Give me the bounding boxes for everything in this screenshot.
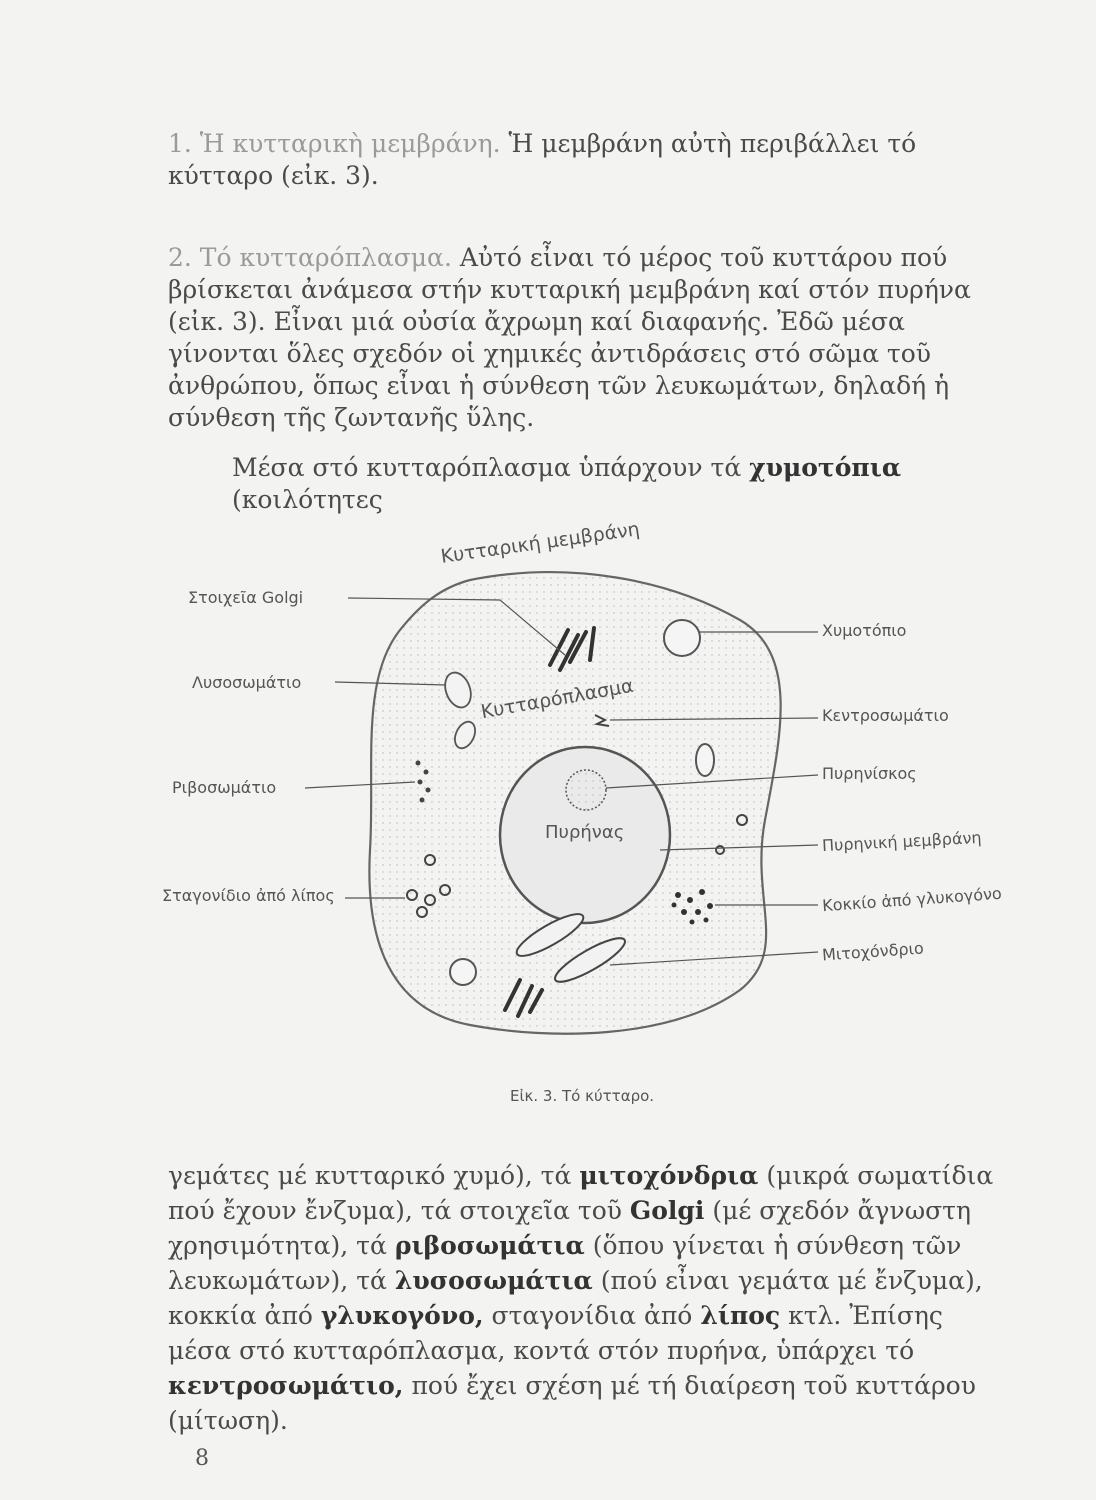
term-centrosome: κεντροσωμάτιο, bbox=[168, 1371, 404, 1400]
nucleolus-shape bbox=[566, 770, 606, 810]
term-glycogen: γλυκογόνο, bbox=[320, 1301, 484, 1330]
label-golgi: Στοιχεῖα Golgi bbox=[188, 588, 304, 607]
vacuole-shape bbox=[450, 959, 476, 985]
section-organelles bbox=[168, 1158, 998, 1438]
section-vacuoles-lead bbox=[232, 452, 1002, 516]
section-cytoplasm bbox=[168, 242, 998, 434]
label-nuclear-membrane: Πυρηνική μεμβράνη bbox=[821, 827, 982, 856]
label-lysosome: Λυσοσωμάτιο bbox=[192, 673, 302, 692]
term-mitochondria: μιτοχόνδρια bbox=[579, 1161, 759, 1190]
vacuole-shape bbox=[696, 744, 714, 776]
text-run: (ὅπου γίνεται ἡ σύνθεση τῶν λευκωμάτων), τά bbox=[168, 1231, 962, 1295]
lead-text: Μέσα στό κυτταρόπλασμα ὑπάρχουν τά bbox=[232, 453, 742, 482]
label-centrosome: Κεντροσωμάτιο bbox=[822, 706, 949, 725]
text-run: γεμάτες μέ κυτταρικό χυμό), τά bbox=[168, 1161, 572, 1190]
label-glycogen: Κοκκίο ἀπό γλυκογόνο bbox=[821, 883, 1003, 916]
text-run: πού ἔχει σχέση μέ τή διαίρεση τοῦ κυττάρου (μίτωση). bbox=[168, 1371, 976, 1435]
section-cell-membrane bbox=[168, 128, 998, 192]
vacuole-shape bbox=[664, 620, 700, 656]
cell-figure bbox=[150, 520, 1050, 1080]
term-golgi: Golgi bbox=[629, 1196, 705, 1225]
term-vacuoles: χυμοτόπια bbox=[749, 453, 902, 482]
page-number: 8 bbox=[195, 1446, 209, 1471]
term-ribosomes: ριβοσωμάτια bbox=[394, 1231, 585, 1260]
section-heading: 1. Ἡ κυτταρικὴ μεμβράνη. bbox=[168, 129, 501, 158]
label-nucleolus: Πυρηνίσκος bbox=[822, 764, 917, 783]
label-nucleus: Πυρήνας bbox=[545, 822, 625, 843]
label-cytoplasm: Κυτταρόπλασμα bbox=[479, 674, 636, 724]
term-lysosomes: λυσοσωμάτια bbox=[394, 1266, 593, 1295]
text-run: (μικρά σωματίδια πού ἔχουν ἔνζυμα), τά στοιχεῖα τοῦ bbox=[168, 1161, 994, 1225]
section-heading: 2. Τό κυτταρόπλασμα. bbox=[168, 243, 452, 272]
text-run: κτλ. Ἐπίσης μέσα στό κυτταρόπλασμα, κοντά στόν πυρήνα, ὑπάρχει τό bbox=[168, 1301, 943, 1365]
term-lipid: λίπος bbox=[700, 1301, 781, 1330]
label-mitochondrion: Μιτοχόνδριο bbox=[821, 938, 925, 965]
label-membrane: Κυτταρική μεμβράνη bbox=[439, 518, 641, 568]
label-ribosome: Ριβοσωμάτιο bbox=[172, 778, 277, 797]
figure-caption: Εἰκ. 3. Τό κύτταρο. bbox=[510, 1087, 655, 1105]
text-run: (μέ σχεδόν ἄγνωστη χρησιμότητα), τά bbox=[168, 1196, 971, 1260]
text-run: σταγονίδια ἀπό bbox=[491, 1301, 693, 1330]
section-text: Ἡ μεμβράνη αὐτὴ περιβάλλει τό κύτταρο (εἰκ. 3). bbox=[168, 129, 917, 190]
label-vacuole: Χυμοτόπιο bbox=[822, 621, 907, 640]
text-run: (πού εἶναι γεμάτα μέ ἔνζυμα), κοκκία ἀπό bbox=[168, 1266, 983, 1330]
section-text: Αὐτό εἶναι τό μέρος τοῦ κυττάρου πού βρίσκεται ἀνάμεσα στήν κυτταρική μεμβράνη καί στόν πυρήνα (εἰκ. 3). Εἶναι μιά οὐσία ἄχρωμη καί διαφανής. Ἐδῶ μέσα γίνονται ὅλες σχεδόν οἱ χημικές ἀντιδράσεις στό σῶμα τοῦ ἀνθρώπου, ὅπως εἶναι ἡ σύνθεση τῶν λευκωμάτων, δηλαδή ἡ σύνθεση τῆς ζωντανῆς ὕλης. bbox=[168, 243, 971, 432]
tail-text: (κοιλότητες bbox=[232, 485, 383, 514]
label-lipid: Σταγονίδιο ἀπό λίπος bbox=[162, 886, 335, 905]
